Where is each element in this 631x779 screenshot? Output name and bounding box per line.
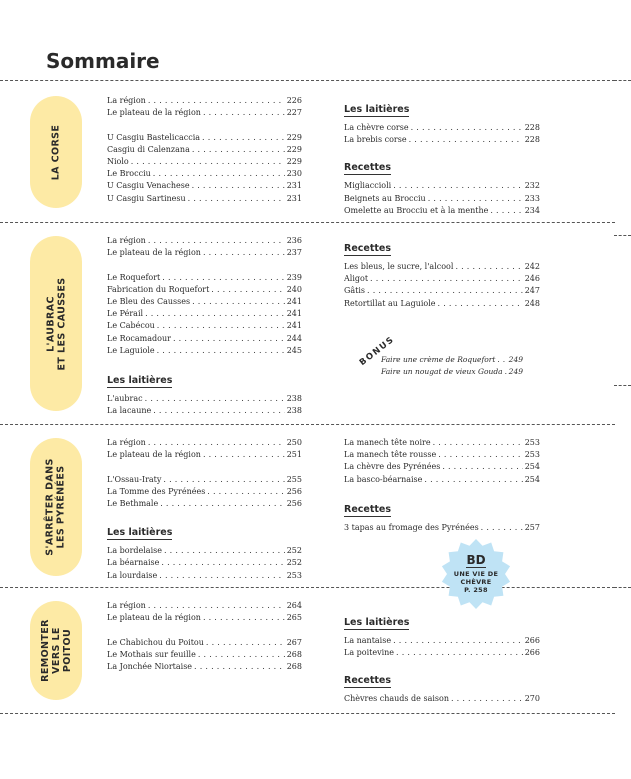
separator bbox=[0, 713, 615, 714]
toc-entry[interactable]: Chèvres chauds de saison . . . 270 bbox=[344, 693, 540, 705]
subheading-laitieres: Les laitières bbox=[107, 374, 173, 386]
toc-entry[interactable]: La basco-béarnaise . . . 254 bbox=[344, 474, 540, 486]
toc-entry[interactable]: L'aubrac . . . 238 bbox=[107, 393, 302, 405]
section-corse-right bbox=[344, 97, 540, 217]
toc-entry[interactable]: La chèvre corse . . . 228 bbox=[344, 122, 540, 134]
toc-entry[interactable]: Aligot . . . 246 bbox=[344, 273, 540, 285]
bd-badge-line: P. 258 bbox=[464, 586, 488, 594]
toc-entry[interactable]: Le Bleu des Causses . . . 241 bbox=[107, 296, 302, 308]
bonus-entry[interactable]: Faire un nougat de vieux Gouda . . . 249 bbox=[381, 366, 523, 378]
toc-entry[interactable]: Le Chabichou du Poitou . . . 267 bbox=[107, 637, 302, 649]
toc-entry[interactable]: Omelette au Brocciu et à la menthe . . . 234 bbox=[344, 205, 540, 217]
toc-entry[interactable]: La bordelaise . . . 252 bbox=[107, 545, 302, 557]
toc-entry[interactable]: U Casgiu Venachese . . . 231 bbox=[107, 180, 302, 192]
section-pyrenees-right bbox=[344, 437, 540, 534]
toc-entry[interactable]: Les bleus, le sucre, l'alcool . . . 242 bbox=[344, 261, 540, 273]
separator-margin bbox=[614, 235, 631, 236]
toc-entry[interactable]: La chèvre des Pyrénées . . . 254 bbox=[344, 461, 540, 473]
section-poitou-left bbox=[107, 600, 302, 673]
bd-badge-title: BD bbox=[466, 553, 486, 567]
subheading-recettes: Recettes bbox=[344, 162, 392, 174]
toc-entry[interactable]: La brebis corse . . . 228 bbox=[344, 134, 540, 146]
toc-entry[interactable]: Le Brocciu . . . 230 bbox=[107, 168, 302, 180]
section-label-text: L'AUBRAC ET LES CAUSSES bbox=[45, 277, 67, 370]
section-label-corse[interactable] bbox=[30, 96, 82, 208]
toc-entry[interactable]: Le Laguiole . . . 245 bbox=[107, 345, 302, 357]
subheading-laitieres: Les laitières bbox=[344, 617, 410, 628]
bonus-block bbox=[357, 334, 540, 384]
toc-entry[interactable]: Retortillat au Laguiole . . . 248 bbox=[344, 298, 540, 310]
toc-entry[interactable]: Beignets au Brocciu . . . 233 bbox=[344, 193, 540, 205]
toc-entry[interactable]: La région . . . 250 bbox=[107, 437, 302, 449]
toc-entry[interactable]: La région . . . 264 bbox=[107, 600, 302, 612]
toc-entry[interactable]: Niolo . . . 229 bbox=[107, 156, 302, 168]
toc-entry[interactable]: La lacaune . . . 238 bbox=[107, 405, 302, 417]
bd-badge-line: UNE VIE DE bbox=[453, 570, 499, 578]
section-corse-left bbox=[107, 95, 302, 205]
section-label-aubrac[interactable] bbox=[30, 236, 82, 411]
toc-entry[interactable]: Le Bethmale . . . 256 bbox=[107, 498, 302, 510]
toc-entry[interactable]: Le plateau de la région . . . 265 bbox=[107, 612, 302, 624]
toc-entry[interactable]: Casgiu di Calenzana . . . 229 bbox=[107, 144, 302, 156]
toc-entry[interactable]: Le plateau de la région . . . 251 bbox=[107, 449, 302, 461]
subheading-recettes: Recettes bbox=[344, 503, 392, 515]
bonus-entry[interactable]: Faire une crème de Roquefort . . . 249 bbox=[381, 354, 523, 366]
separator-margin bbox=[614, 80, 631, 81]
toc-entry[interactable]: La région . . . 226 bbox=[107, 95, 302, 107]
separator-margin bbox=[614, 587, 631, 588]
toc-entry[interactable]: La manech tête rousse . . . 253 bbox=[344, 449, 540, 461]
separator bbox=[0, 80, 615, 81]
section-pyrenees-left bbox=[107, 437, 302, 582]
subheading-recettes: Recettes bbox=[344, 243, 392, 254]
toc-entry[interactable]: 3 tapas au fromage des Pyrénées . . . 257 bbox=[344, 522, 540, 534]
toc-entry[interactable]: U Casgiu Sartinesu . . . 231 bbox=[107, 193, 302, 205]
separator bbox=[0, 222, 615, 223]
separator bbox=[0, 587, 615, 588]
toc-entry[interactable]: Migliaccioli . . . 232 bbox=[344, 180, 540, 192]
bonus-label: BONUS bbox=[357, 334, 397, 368]
toc-entry[interactable]: La Tomme des Pyrénées . . . 256 bbox=[107, 486, 302, 498]
section-aubrac-left bbox=[107, 235, 302, 417]
subheading-laitieres: Les laitières bbox=[344, 104, 410, 115]
section-poitou-right bbox=[344, 610, 540, 706]
subheading-recettes: Recettes bbox=[344, 675, 392, 687]
section-label-pyrenees[interactable] bbox=[30, 438, 82, 576]
toc-entry[interactable]: La région . . . 236 bbox=[107, 235, 302, 247]
separator-margin bbox=[614, 385, 631, 386]
toc-entry[interactable]: Le Pérail . . . 241 bbox=[107, 308, 302, 320]
toc-entry[interactable]: La béarnaise . . . 252 bbox=[107, 557, 302, 569]
toc-entry[interactable]: Fabrication du Roquefort . . . 240 bbox=[107, 284, 302, 296]
section-label-text: LA CORSE bbox=[50, 124, 62, 180]
toc-entry[interactable]: La nantaise . . . 266 bbox=[344, 635, 540, 647]
toc-entry[interactable]: Le Cabécou . . . 241 bbox=[107, 320, 302, 332]
toc-entry[interactable]: U Casgiu Bastelicaccia . . . 229 bbox=[107, 132, 302, 144]
page-title: Sommaire bbox=[46, 49, 160, 73]
section-aubrac-right bbox=[344, 236, 540, 310]
bd-badge[interactable] bbox=[440, 538, 512, 610]
toc-entry[interactable]: Le Roquefort . . . 239 bbox=[107, 272, 302, 284]
section-label-poitou[interactable] bbox=[30, 601, 82, 700]
section-label-text: S'ARRÊTER DANS LES PYRÉNÉES bbox=[45, 458, 68, 556]
toc-entry[interactable]: Le plateau de la région . . . 237 bbox=[107, 247, 302, 259]
toc-entry[interactable]: La Jonchée Niortaise . . . 268 bbox=[107, 661, 302, 673]
subheading-laitieres: Les laitières bbox=[107, 527, 173, 539]
toc-entry[interactable]: Le Mothais sur feuille . . . 268 bbox=[107, 649, 302, 661]
toc-entry[interactable]: L'Ossau-Iraty . . . 255 bbox=[107, 474, 302, 486]
toc-entry[interactable]: Le plateau de la région . . . 227 bbox=[107, 107, 302, 119]
toc-entry[interactable]: La lourdaise . . . 253 bbox=[107, 570, 302, 582]
toc-entry[interactable]: Le Rocamadour . . . 244 bbox=[107, 333, 302, 345]
toc-entry[interactable]: La poitevine . . . 266 bbox=[344, 647, 540, 659]
separator bbox=[0, 424, 615, 425]
section-label-text: REMONTER VERS LE POITOU bbox=[39, 619, 73, 682]
bd-badge-line: CHÈVRE bbox=[460, 578, 492, 586]
toc-entry[interactable]: La manech tête noire . . . 253 bbox=[344, 437, 540, 449]
toc-entry[interactable]: Gâtis . . . 247 bbox=[344, 285, 540, 297]
